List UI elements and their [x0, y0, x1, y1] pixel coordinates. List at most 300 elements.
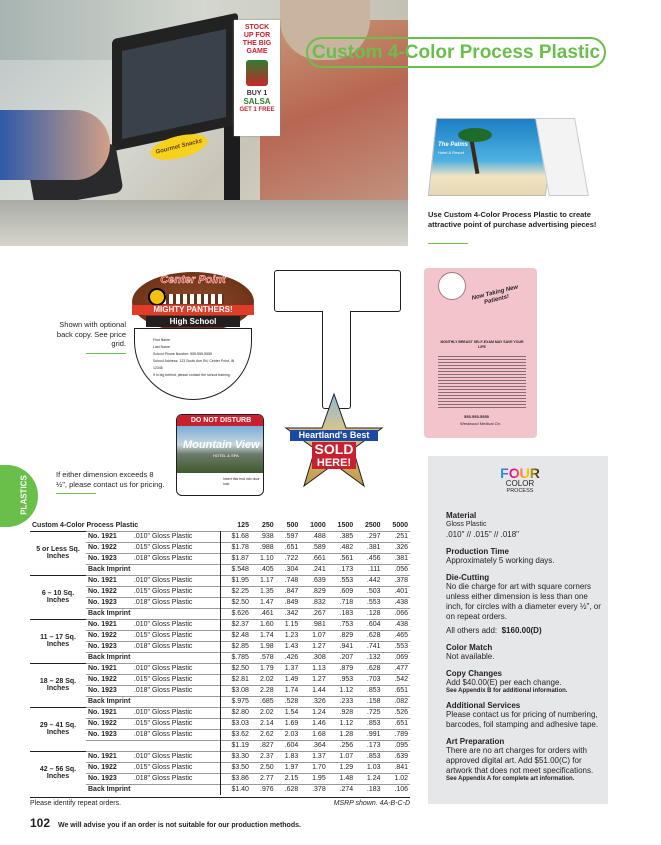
material-sub: Gloss Plastic: [446, 521, 487, 528]
football-band: High School: [146, 316, 240, 327]
die-heading: Die-Cutting: [446, 573, 490, 582]
price-cell: .526: [394, 709, 408, 716]
football-mid-text: MIGHTY PANTHERS!: [132, 305, 254, 315]
price-cell: 1.44: [312, 687, 326, 694]
price-cell: $1.19: [220, 740, 251, 751]
price-cell: .829: [339, 632, 354, 639]
price-cell: 1.48: [339, 775, 354, 782]
copy-sub: See Appendix B for additional information.: [446, 688, 568, 694]
price-cell: 1.83: [284, 753, 299, 760]
price-cell: $.626: [220, 608, 251, 619]
door-hanger: [424, 268, 537, 438]
price-cell: 1.23: [284, 632, 299, 639]
price-cell: .651: [284, 544, 299, 551]
price-cell: $2.50: [220, 597, 251, 608]
price-cell: .609: [339, 588, 354, 595]
price-cell: .753: [339, 621, 354, 628]
price-cell: .847: [284, 588, 299, 595]
price-cell: .233: [339, 698, 354, 705]
add-text: Please contact us for pricing of numbering, barcodes, foil stamping and adhesive tape.: [446, 710, 599, 729]
item-code: No. 1921: [88, 577, 117, 584]
price-cell: .651: [394, 720, 408, 727]
price-cell: $1.95: [220, 575, 251, 586]
price-cell: .748: [284, 577, 299, 584]
form-field: First Name: [153, 338, 171, 342]
hanger-heading: MONTHLY BREAST SELF-EXAM MAY SAVE YOUR LIFE: [440, 340, 524, 349]
salsa-jar: [246, 60, 268, 86]
price-cell: .604: [366, 621, 381, 628]
price-cell: .853: [366, 687, 381, 694]
footnote-right: MSRP shown. 4A-B-C-D: [333, 800, 410, 807]
price-cell: $1.68: [220, 531, 251, 542]
price-cell: 1.03: [366, 764, 381, 771]
panther-logo: [148, 288, 166, 306]
table-row: [30, 630, 410, 641]
hanger-title: Now Taking New Patients!: [471, 284, 519, 306]
price-cell: 2.50: [260, 764, 274, 771]
item-code: No. 1921: [88, 533, 117, 540]
item-desc: .010" Gloss Plastic: [133, 577, 193, 584]
price-cell: .553: [339, 577, 354, 584]
dnd-sub: HOTEL & SPA: [213, 453, 239, 458]
price-cell: .056: [394, 566, 408, 573]
item-code: No. 1923: [88, 555, 117, 562]
price-cell: .553: [366, 599, 381, 606]
color-text: Not available.: [446, 652, 495, 661]
table-row: [30, 751, 410, 762]
price-cell: $3.08: [220, 685, 251, 696]
price-cell: .879: [339, 665, 354, 672]
price-cell: .938: [260, 533, 274, 540]
price-cell: .488: [312, 533, 326, 540]
size-group-label: 6 – 10 Sq. Inches: [30, 575, 86, 619]
price-cell: $3.86: [220, 773, 251, 784]
price-cell: 1.13: [312, 665, 326, 672]
price-cell: 1.12: [339, 720, 354, 727]
price-cell: 1.10: [260, 555, 274, 562]
price-cell: 1.68: [312, 731, 326, 738]
dimension-note: If either dimension exceeds 8 ½", please contact us for pricing.: [56, 470, 165, 489]
sidebar: [428, 456, 608, 804]
price-cell: 1.15: [284, 621, 299, 628]
sign-line: GAME: [246, 48, 268, 55]
production-text: Approximately 5 working days.: [446, 556, 555, 565]
price-cell: .106: [394, 786, 408, 794]
die-price: $160.00(D): [501, 626, 542, 635]
price-cell: 1.60: [260, 621, 274, 628]
price-cell: 1.37: [284, 665, 299, 672]
art-sub: See Appendix A for complete art information.: [446, 776, 575, 782]
tent-line1: The Palms: [438, 142, 469, 148]
price-cell: .703: [366, 676, 381, 683]
price-cell: .718: [339, 599, 354, 606]
table-row: [30, 652, 410, 663]
logo-color: COLOR: [505, 479, 535, 488]
copy-text: Add $40.00(E) per each change.: [446, 678, 562, 687]
price-cell: .069: [394, 654, 408, 661]
item-code: No. 1922: [88, 764, 117, 771]
price-cell: .542: [394, 676, 408, 683]
price-cell: 2.28: [260, 687, 274, 694]
price-cell: .685: [260, 698, 274, 705]
item-desc: .015" Gloss Plastic: [133, 544, 193, 551]
price-cell: 1.79: [260, 665, 274, 672]
price-cell: .183: [366, 786, 381, 794]
item-code: No. 1921: [88, 753, 117, 760]
price-cell: 1.98: [260, 643, 274, 650]
price-cell: .173: [339, 566, 354, 573]
wobbler-sign: Gourmet Snacks: [148, 129, 210, 164]
item-code: Back Imprint: [88, 654, 131, 661]
qty-header: 125: [237, 521, 249, 529]
price-cell: 1.97: [284, 764, 299, 771]
price-cell: 1.74: [284, 687, 299, 694]
table-row: [30, 773, 410, 784]
price-cell: .274: [339, 786, 354, 794]
qty-header: 2500: [364, 521, 381, 529]
page-title: Custom 4-Color Process Plastic: [306, 37, 606, 68]
page-number: 102: [30, 816, 51, 830]
price-cell: .741: [366, 643, 381, 650]
star-bot-text: HERE!: [312, 457, 356, 469]
art-heading: Art Preparation: [446, 737, 505, 746]
price-cell: 1.54: [284, 709, 299, 716]
price-cell: $3.30: [220, 751, 251, 762]
caption-rule: [428, 243, 468, 244]
table-row: [30, 663, 410, 674]
table-row: [30, 619, 410, 630]
item-desc: .015" Gloss Plastic: [133, 720, 193, 727]
price-cell: $2.81: [220, 674, 251, 685]
price-cell: $.548: [220, 564, 251, 575]
price-cell: .385: [339, 533, 354, 540]
price-cell: .832: [312, 599, 326, 606]
price-cell: .241: [312, 566, 326, 573]
price-cell: .628: [366, 632, 381, 639]
price-cell: .132: [366, 654, 381, 661]
price-cell: 1.27: [312, 676, 326, 683]
sign-buy: BUY 1: [246, 90, 268, 97]
item-code: Back Imprint: [88, 698, 131, 705]
football-top-text: Center Point: [160, 274, 226, 286]
item-code: No. 1923: [88, 731, 117, 738]
price-cell: 1.47: [260, 599, 274, 606]
price-cell: .426: [284, 654, 299, 661]
price-cell: .465: [394, 632, 408, 639]
table-row: [30, 784, 410, 795]
price-cell: .981: [312, 621, 326, 628]
price-cell: 2.14: [260, 720, 274, 727]
price-cell: .111: [367, 566, 381, 573]
price-cell: .438: [394, 599, 408, 606]
price-cell: .308: [312, 654, 326, 661]
price-cell: $3.03: [220, 718, 251, 729]
price-cell: .639: [394, 753, 408, 760]
item-desc: .015" Gloss Plastic: [133, 676, 193, 683]
dnd-note: Insert this end into door lock.: [223, 477, 260, 486]
item-code: No. 1921: [88, 665, 117, 672]
price-cell: .628: [366, 665, 381, 672]
table-row: [30, 575, 410, 586]
t-shape-blank: [274, 270, 401, 312]
price-cell: .651: [394, 687, 408, 694]
item-desc: .018" Gloss Plastic: [133, 555, 193, 562]
price-cell: .553: [394, 643, 408, 650]
logo-four: FOUR: [500, 465, 540, 481]
table-row: [30, 729, 410, 740]
price-cell: .364: [312, 742, 326, 749]
item-code: Back Imprint: [88, 610, 131, 617]
caption: Use Custom 4-Color Process Plastic to create attractive point of purchase advertising pieces!: [428, 210, 597, 229]
price-cell: 2.15: [284, 775, 299, 782]
price-cell: 1.95: [312, 775, 326, 782]
price-cell: .066: [394, 610, 408, 617]
sign-product: SALSA: [243, 97, 271, 106]
item-code: No. 1923: [88, 687, 117, 694]
table-row: [30, 564, 410, 575]
item-desc: .015" Gloss Plastic: [133, 632, 193, 639]
football-piece: [132, 272, 254, 400]
material-text: .010" // .015" // .018": [446, 530, 520, 539]
price-cell: .304: [284, 566, 299, 573]
color-heading: Color Match: [446, 643, 493, 652]
price-cell: .789: [394, 731, 408, 738]
price-cell: .095: [394, 742, 408, 749]
item-code: No. 1923: [88, 599, 117, 606]
item-code: [86, 740, 220, 751]
price-cell: 1.69: [284, 720, 299, 727]
price-cell: .597: [284, 533, 299, 540]
price-cell: 2.77: [260, 775, 274, 782]
price-cell: .381: [394, 555, 408, 562]
qty-header: 5000: [392, 521, 408, 529]
item-code: Back Imprint: [88, 566, 131, 573]
price-grid: [30, 520, 410, 807]
price-cell: .725: [366, 709, 381, 716]
material-heading: Material: [446, 511, 477, 520]
price-cell: .953: [339, 676, 354, 683]
sign-line: STOCK: [244, 24, 270, 31]
item-desc: .015" Gloss Plastic: [133, 588, 193, 595]
price-cell: .461: [260, 610, 274, 617]
price-cell: .829: [312, 588, 326, 595]
item-desc: .018" Gloss Plastic: [133, 687, 193, 694]
price-cell: $.785: [220, 652, 251, 663]
customer-hand: [0, 110, 110, 180]
add-heading: Additional Services: [446, 701, 521, 710]
price-cell: $2.48: [220, 630, 251, 641]
price-cell: .297: [366, 533, 381, 540]
price-cell: 1.29: [339, 764, 354, 771]
price-cell: .528: [284, 698, 299, 705]
four-color-logo: [500, 466, 540, 494]
table-row: [30, 608, 410, 619]
section-tab: [0, 465, 38, 527]
price-cell: 1.27: [312, 643, 326, 650]
price-cell: .589: [312, 544, 326, 551]
production-heading: Production Time: [446, 547, 509, 556]
table-row: [30, 586, 410, 597]
back-copy-note: Shown with optional back copy. See price grid.: [56, 320, 126, 348]
price-cell: .378: [394, 577, 408, 584]
tent-card: [432, 114, 580, 196]
table-title: Custom 4-Color Process Plastic: [32, 521, 139, 529]
footnote-left: Please identify repeat orders.: [30, 800, 122, 807]
price-cell: 1.70: [312, 764, 326, 771]
price-cell: .849: [284, 599, 299, 606]
price-cell: .561: [339, 555, 354, 562]
die-all: All others add:: [446, 626, 498, 635]
table-row: [30, 685, 410, 696]
price-cell: .207: [339, 654, 354, 661]
price-cell: 2.62: [260, 731, 274, 738]
price-cell: .482: [339, 544, 354, 551]
hanging-sign: [234, 20, 280, 136]
price-cell: 1.28: [339, 731, 354, 738]
table-header: [30, 520, 410, 531]
price-cell: $.975: [220, 696, 251, 707]
price-cell: .326: [312, 698, 326, 705]
price-cell: 1.37: [312, 753, 326, 760]
price-cell: .438: [394, 621, 408, 628]
table-row: [30, 707, 410, 718]
price-cell: .326: [394, 544, 408, 551]
sign-line: THE BIG: [242, 40, 272, 47]
star-mid-text: SOLD: [312, 442, 356, 457]
price-cell: $2.85: [220, 641, 251, 652]
price-cell: .251: [394, 533, 408, 540]
price-cell: .158: [366, 698, 381, 705]
sign-line: UP FOR: [243, 32, 271, 39]
item-code: No. 1922: [88, 632, 117, 639]
price-cell: 1.35: [260, 588, 274, 595]
table-row: [30, 542, 410, 553]
price-cell: .381: [366, 544, 381, 551]
qty-header: 500: [286, 521, 299, 529]
price-cell: .853: [366, 720, 381, 727]
form-field: School Phone Number: 555-555-5555: [153, 352, 212, 356]
back-copy-rule: [86, 353, 126, 354]
item-desc: .010" Gloss Plastic: [133, 665, 193, 672]
table-row: [30, 674, 410, 685]
price-cell: .988: [260, 544, 274, 551]
size-group-label: 11 – 17 Sq. Inches: [30, 619, 86, 663]
price-cell: 1.12: [339, 687, 354, 694]
price-cell: 2.02: [260, 709, 274, 716]
table-row: [30, 553, 410, 564]
price-cell: .991: [366, 731, 381, 738]
hanger-hole: [438, 272, 466, 300]
hanger-footer: Westwood Medical Ctr.: [460, 421, 501, 426]
item-code: Back Imprint: [88, 786, 131, 794]
item-code: No. 1922: [88, 544, 117, 551]
price-cell: .342: [284, 610, 299, 617]
price-cell: 1.17: [260, 577, 274, 584]
form-field: If in big behind, please contact the school training.: [153, 373, 231, 377]
section-tab-label: PLASTICS: [19, 475, 29, 515]
price-cell: .604: [284, 742, 299, 749]
item-desc: .010" Gloss Plastic: [133, 753, 193, 760]
qty-header: 1000: [310, 521, 326, 529]
item-desc: .018" Gloss Plastic: [133, 643, 193, 650]
size-group-label: 5 or Less Sq. Inches: [30, 531, 86, 575]
footer-text: We will advise you if an order is not suitable for our production methods.: [57, 822, 301, 829]
item-desc: .010" Gloss Plastic: [133, 621, 193, 628]
price-cell: .378: [312, 786, 326, 794]
item-desc: .018" Gloss Plastic: [133, 775, 193, 782]
price-cell: .928: [339, 709, 354, 716]
price-cell: .405: [260, 566, 274, 573]
form-field: Last Name: [153, 345, 170, 349]
table-row: [30, 531, 410, 542]
art-text: There are no art charges for orders with approved digital art. Add $51.00(C) for artwork that does not meet specifications.: [446, 746, 594, 775]
price-cell: .256: [339, 742, 354, 749]
price-cell: .941: [339, 643, 354, 650]
price-cell: .442: [366, 577, 381, 584]
item-code: No. 1922: [88, 588, 117, 595]
qty-header: 250: [261, 521, 274, 529]
price-cell: .082: [394, 698, 408, 705]
item-desc: .015" Gloss Plastic: [133, 764, 193, 771]
price-cell: .722: [284, 555, 299, 562]
price-cell: 1.07: [312, 632, 326, 639]
size-group-label: 42 – 56 Sq. Inches: [30, 751, 86, 795]
price-cell: 1.24: [312, 709, 326, 716]
price-cell: 1.02: [394, 775, 408, 782]
table-row: [30, 740, 410, 751]
table-row: [30, 762, 410, 773]
price-cell: .503: [366, 588, 381, 595]
price-cell: .639: [312, 577, 326, 584]
sign-free: GET 1 FREE: [239, 107, 275, 113]
item-code: No. 1921: [88, 621, 117, 628]
price-cell: $3.62: [220, 729, 251, 740]
page-footer: [30, 816, 301, 830]
price-cell: $3.50: [220, 762, 251, 773]
price-cell: 1.46: [312, 720, 326, 727]
table-row: [30, 597, 410, 608]
size-group-label: 29 – 41 Sq. Inches: [30, 707, 86, 751]
price-cell: .477: [394, 665, 408, 672]
table-row: [30, 696, 410, 707]
hanger-phone: 555-555-5555: [464, 414, 489, 419]
price-cell: .853: [366, 753, 381, 760]
price-cell: .183: [339, 610, 354, 617]
price-cell: 1.43: [284, 643, 299, 650]
price-cell: .841: [394, 764, 408, 771]
logo-process: PROCESS: [506, 488, 534, 494]
table-row: [30, 718, 410, 729]
price-cell: .267: [312, 610, 326, 617]
item-code: No. 1922: [88, 720, 117, 727]
price-cell: .827: [260, 742, 274, 749]
price-cell: $1.40: [220, 784, 251, 795]
price-cell: 1.07: [339, 753, 354, 760]
dimension-rule: [56, 493, 96, 494]
price-cell: .456: [366, 555, 381, 562]
dnd-hanger: [176, 414, 264, 496]
price-cell: .578: [260, 654, 274, 661]
price-cell: .173: [366, 742, 381, 749]
die-text: No die charge for art with square corners unless either dimension is less than one inch, for circles with a diameter every ½", or on repeat orders.: [446, 582, 601, 621]
price-cell: .628: [284, 786, 299, 794]
price-cell: $2.37: [220, 619, 251, 630]
item-code: No. 1923: [88, 775, 117, 782]
price-cell: 1.24: [366, 775, 381, 782]
table-row: [30, 641, 410, 652]
price-cell: 2.02: [260, 676, 274, 683]
price-cell: .401: [394, 588, 408, 595]
